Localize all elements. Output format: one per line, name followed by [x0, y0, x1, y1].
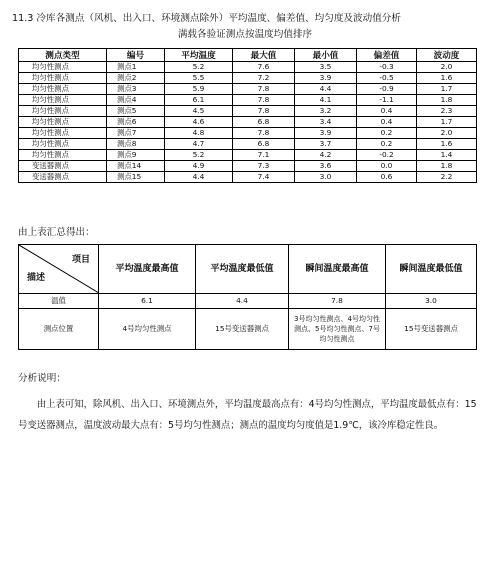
cell-deviation: 0.4 — [357, 106, 417, 117]
table-row — [19, 106, 477, 117]
value-row-label: 温值 — [19, 294, 99, 309]
cell-avg: 5.9 — [165, 84, 233, 95]
summary-label: 由上表汇总得出： — [18, 227, 95, 238]
cell-type: 均匀性测点 — [19, 73, 107, 84]
cell-deviation: -0.3 — [357, 62, 417, 73]
cell-code: 测点9 — [107, 150, 165, 161]
cell-code: 测点6 — [107, 117, 165, 128]
cell-avg: 4.8 — [165, 128, 233, 139]
measurement-table-body — [19, 62, 477, 183]
cell-type: 均匀性测点 — [19, 128, 107, 139]
cell-type: 均匀性测点 — [19, 95, 107, 106]
cell-min: 4.4 — [295, 84, 357, 95]
cell-max: 6.8 — [233, 117, 295, 128]
cell-type: 变送器测点 — [19, 161, 107, 172]
cell-min: 3.7 — [295, 139, 357, 150]
table-caption: 满载各验证测点按温度均值排序 — [177, 29, 313, 40]
cell-code: 测点14 — [107, 161, 165, 172]
cell-avg: 5.5 — [165, 73, 233, 84]
table-row — [19, 139, 477, 150]
cell-avg: 6.1 — [165, 95, 233, 106]
cell-min: 3.9 — [295, 73, 357, 84]
cell-min: 4.1 — [295, 95, 357, 106]
summary-table — [18, 244, 477, 350]
position-instant-min: 15号变送器测点 — [386, 309, 477, 350]
cell-type: 变送器测点 — [19, 172, 107, 183]
cell-deviation: 0.6 — [357, 172, 417, 183]
cell-avg: 5.2 — [165, 62, 233, 73]
table-row — [19, 128, 477, 139]
cell-code: 测点3 — [107, 84, 165, 95]
analysis-title: 分析说明： — [18, 373, 66, 384]
cell-min: 3.9 — [295, 128, 357, 139]
cell-max: 7.3 — [233, 161, 295, 172]
cell-type: 均匀性测点 — [19, 106, 107, 117]
cell-code: 测点4 — [107, 95, 165, 106]
table-row — [19, 84, 477, 95]
position-avg-max: 4号均匀性测点 — [99, 309, 196, 350]
value-avg-max: 6.1 — [99, 294, 196, 309]
cell-code: 测点7 — [107, 128, 165, 139]
cell-deviation: 0.0 — [357, 161, 417, 172]
cell-fluctuation: 2.2 — [417, 172, 477, 183]
cell-code: 测点1 — [107, 62, 165, 73]
cell-deviation: -0.9 — [357, 84, 417, 95]
col-header-min: 最小值 — [295, 49, 357, 62]
col-header-deviation: 偏差值 — [357, 49, 417, 62]
table-row — [19, 150, 477, 161]
cell-fluctuation: 2.0 — [417, 128, 477, 139]
summary-header-row — [19, 245, 477, 294]
table-row — [19, 161, 477, 172]
value-instant-max: 7.8 — [289, 294, 386, 309]
cell-deviation: -0.5 — [357, 73, 417, 84]
cell-max: 7.2 — [233, 73, 295, 84]
cell-code: 测点15 — [107, 172, 165, 183]
cell-code: 测点5 — [107, 106, 165, 117]
cell-type: 均匀性测点 — [19, 139, 107, 150]
cell-deviation: -0.2 — [357, 150, 417, 161]
cell-deviation: 0.2 — [357, 128, 417, 139]
cell-avg: 4.4 — [165, 172, 233, 183]
cell-type: 均匀性测点 — [19, 84, 107, 95]
cell-min: 3.6 — [295, 161, 357, 172]
cell-max: 7.8 — [233, 128, 295, 139]
table-row — [19, 95, 477, 106]
position-instant-max: 3号均匀性测点、4号均匀性测点、5号均匀性测点、7号均匀性测点 — [289, 309, 386, 350]
col-header-code: 编号 — [107, 49, 165, 62]
cell-avg: 4.7 — [165, 139, 233, 150]
cell-max: 7.4 — [233, 172, 295, 183]
cell-max: 7.8 — [233, 84, 295, 95]
cell-fluctuation: 1.8 — [417, 161, 477, 172]
header-instant-min: 瞬间温度最低值 — [386, 245, 477, 294]
cell-max: 7.8 — [233, 106, 295, 117]
cell-fluctuation: 1.8 — [417, 95, 477, 106]
cell-avg: 4.5 — [165, 106, 233, 117]
table-row — [19, 73, 477, 84]
table-row — [19, 172, 477, 183]
cell-min: 3.0 — [295, 172, 357, 183]
cell-min: 3.4 — [295, 117, 357, 128]
cell-avg: 4.6 — [165, 117, 233, 128]
col-header-avg: 平均温度 — [165, 49, 233, 62]
value-avg-min: 4.4 — [196, 294, 289, 309]
col-header-max: 最大值 — [233, 49, 295, 62]
header-avg-min: 平均温度最低值 — [196, 245, 289, 294]
cell-type: 均匀性测点 — [19, 117, 107, 128]
position-avg-min: 15号变送器测点 — [196, 309, 289, 350]
cell-code: 测点2 — [107, 73, 165, 84]
cell-deviation: 0.2 — [357, 139, 417, 150]
cell-fluctuation: 1.6 — [417, 73, 477, 84]
section-heading: 11.3 冷库各测点（风机、出入口、环境测点除外）平均温度、偏差值、均匀度及波动值分析 — [12, 13, 401, 24]
cell-max: 7.6 — [233, 62, 295, 73]
cell-max: 7.1 — [233, 150, 295, 161]
cell-avg: 4.9 — [165, 161, 233, 172]
cell-max: 6.8 — [233, 139, 295, 150]
cell-code: 测点8 — [107, 139, 165, 150]
summary-position-row — [19, 309, 477, 350]
diagonal-corner-cell — [19, 245, 99, 294]
measurement-table — [18, 48, 477, 183]
col-header-type: 测点类型 — [19, 49, 107, 62]
cell-min: 3.5 — [295, 62, 357, 73]
cell-fluctuation: 2.3 — [417, 106, 477, 117]
analysis-paragraph: 由上表可知，除风机、出入口、环境测点外，平均温度最高点有：4号均匀性测点，平均温度最低点有：15号变送器测点，温度波动最大点有：5号均匀性测点；测点的温度均匀度值是1.9℃，该冷库稳定性良。 — [18, 399, 477, 431]
cell-min: 3.2 — [295, 106, 357, 117]
cell-fluctuation: 1.7 — [417, 117, 477, 128]
cell-fluctuation: 1.6 — [417, 139, 477, 150]
header-avg-max: 平均温度最高值 — [99, 245, 196, 294]
cell-fluctuation: 1.7 — [417, 84, 477, 95]
cell-fluctuation: 2.0 — [417, 62, 477, 73]
table-row — [19, 117, 477, 128]
cell-type: 均匀性测点 — [19, 150, 107, 161]
cell-fluctuation: 1.4 — [417, 150, 477, 161]
value-instant-min: 3.0 — [386, 294, 477, 309]
table-row — [19, 62, 477, 73]
cell-type: 均匀性测点 — [19, 62, 107, 73]
header-instant-max: 瞬间温度最高值 — [289, 245, 386, 294]
corner-desc-label: 描述 — [27, 273, 46, 283]
table-header-row — [19, 49, 477, 62]
col-header-fluctuation: 波动度 — [417, 49, 477, 62]
position-row-label: 测点位置 — [19, 309, 99, 350]
cell-deviation: -1.1 — [357, 95, 417, 106]
corner-item-label: 项目 — [71, 255, 90, 265]
summary-value-row — [19, 294, 477, 309]
cell-min: 4.2 — [295, 150, 357, 161]
cell-max: 7.8 — [233, 95, 295, 106]
cell-deviation: 0.4 — [357, 117, 417, 128]
cell-avg: 5.2 — [165, 150, 233, 161]
